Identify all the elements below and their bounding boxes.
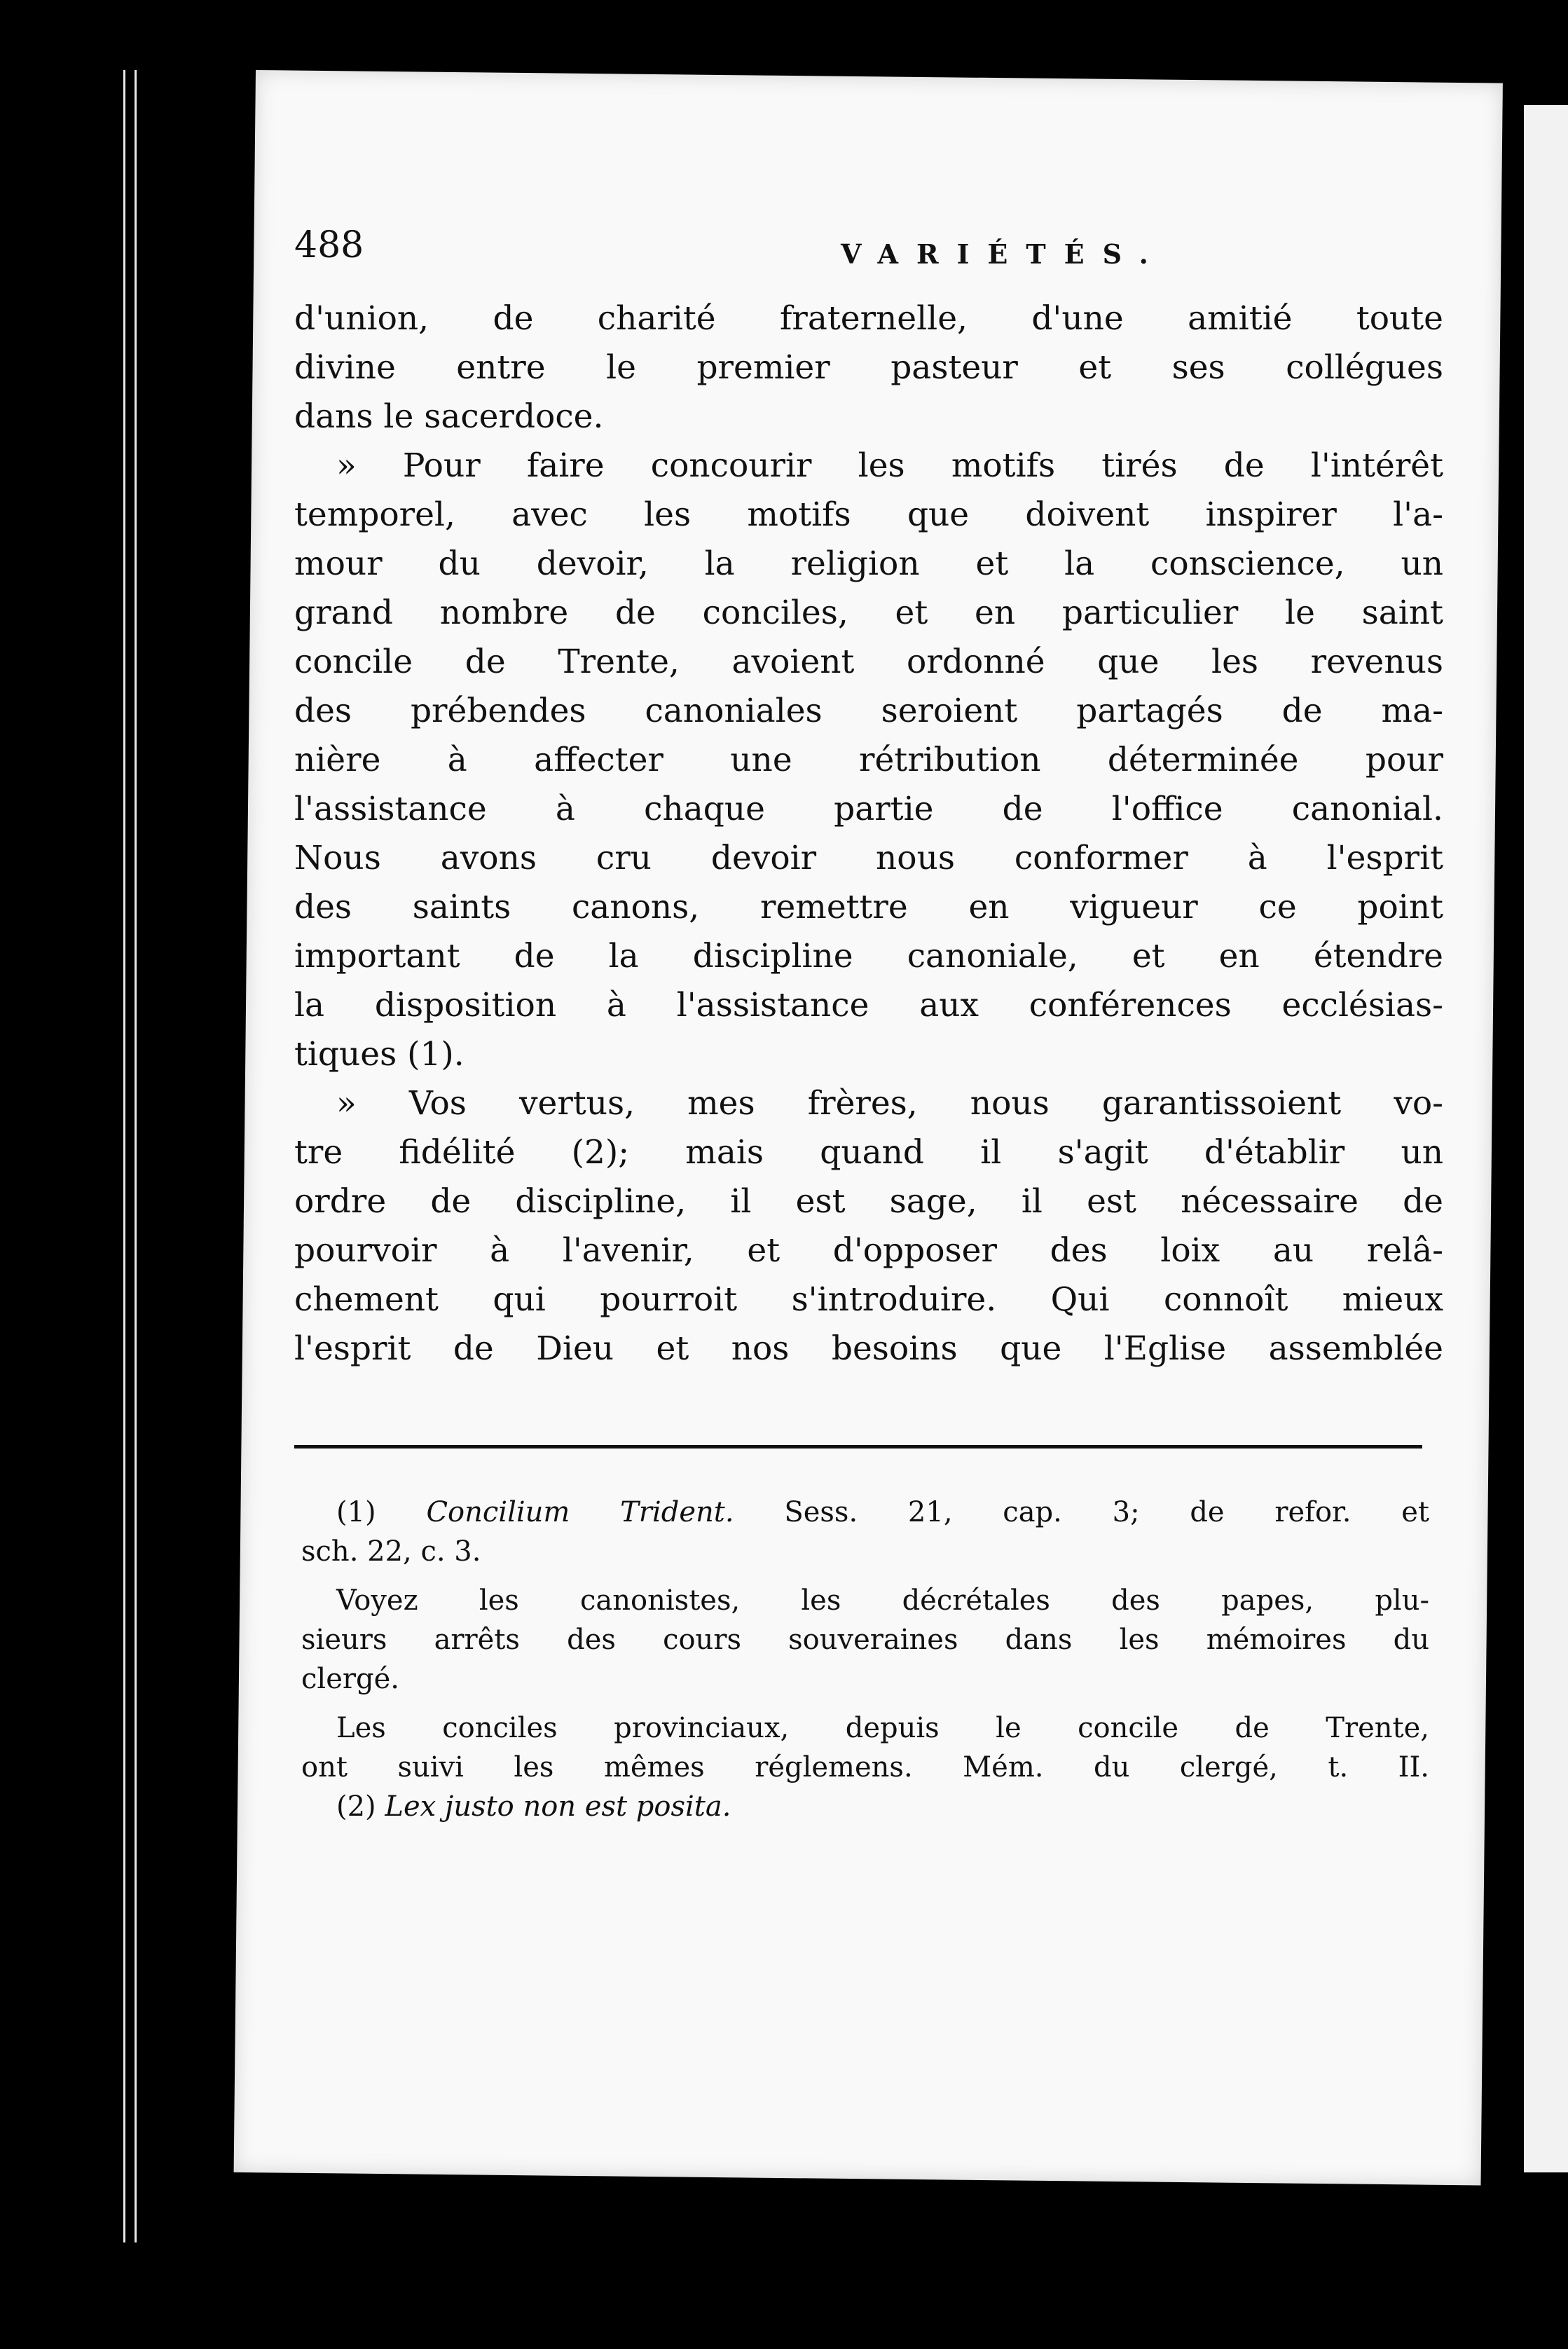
footnote-2-marker: (2): [336, 1790, 376, 1823]
footnote-2-line: [301, 1787, 1429, 1826]
footnote-1-reference: Sess. 21, cap. 3; de refor. et: [784, 1496, 1429, 1528]
footnote-1-line: sch. 22, c. 3.: [301, 1535, 481, 1568]
running-title: VARIÉTÉS.: [841, 238, 1167, 270]
page-number: 488: [294, 224, 364, 266]
body-line: divine entre le premier pasteur et ses collégues: [294, 348, 1443, 387]
body-line: temporel, avec les motifs que doivent inspirer l'a-: [294, 495, 1443, 534]
body-line: Nous avons cru devoir nous conformer à l'esprit: [294, 839, 1443, 877]
body-line: grand nombre de conciles, et en particulier le saint: [294, 594, 1443, 632]
footnote-1-line: clergé.: [301, 1663, 399, 1695]
book-binding-edge: [119, 70, 144, 2242]
body-line: tre fidélité (2); mais quand il s'agit d'établir un: [294, 1133, 1443, 1172]
body-line: concile de Trente, avoient ordonné que les revenus: [294, 643, 1443, 681]
body-line: dans le sacerdoce.: [294, 397, 604, 436]
body-text: [294, 294, 1443, 1374]
body-line: des prébendes canoniales seroient partagés de ma-: [294, 692, 1443, 730]
body-line: l'esprit de Dieu et nos besoins que l'Eglise assemblée: [294, 1329, 1443, 1368]
body-line: mour du devoir, la religion et la conscience, un: [294, 545, 1443, 583]
body-line: d'union, de charité fraternelle, d'une amitié toute: [294, 299, 1443, 338]
body-line: important de la discipline canoniale, et en étendre: [294, 937, 1443, 975]
body-line: l'assistance à chaque partie de l'office canonial.: [294, 790, 1443, 828]
footnote-1-line: Les conciles provinciaux, depuis le concile de Trente,: [336, 1712, 1429, 1744]
body-line: des saints canons, remettre en vigueur ce point: [294, 888, 1443, 926]
body-line: ordre de discipline, il est sage, il est nécessaire de: [294, 1182, 1443, 1221]
body-line: » Pour faire concourir les motifs tirés de l'intérêt: [336, 446, 1443, 485]
running-head: [294, 224, 1485, 287]
adjacent-page-edge: [1524, 105, 1568, 2172]
body-line: chement qui pourroit s'introduire. Qui connoît mieux: [294, 1280, 1443, 1319]
body-line: » Vos vertus, mes frères, nous garantissoient vo-: [336, 1084, 1443, 1123]
body-line: nière à affecter une rétribution déterminée pour: [294, 741, 1443, 779]
footnote-1-line: [301, 1493, 1429, 1532]
body-line: la disposition à l'assistance aux conférences ecclésias-: [294, 986, 1443, 1025]
footnote-1-citation: Concilium Trident.: [426, 1496, 734, 1528]
footnote-2-text: Lex justo non est posita.: [385, 1790, 731, 1823]
footnote-1-line: ont suivi les mêmes réglemens. Mém. du clergé, t. II.: [301, 1751, 1429, 1783]
footnote-separator-rule: [294, 1445, 1422, 1449]
body-line: pourvoir à l'avenir, et d'opposer des loix au relâ-: [294, 1231, 1443, 1270]
body-line: tiques (1).: [294, 1035, 465, 1074]
footnote-1-marker: (1): [336, 1496, 376, 1528]
footnote-1-line: sieurs arrêts des cours souveraines dans les mémoires du: [301, 1624, 1429, 1656]
footnote-1-line: Voyez les canonistes, les décrétales des papes, plu-: [336, 1584, 1429, 1617]
footnotes: [301, 1493, 1429, 1826]
